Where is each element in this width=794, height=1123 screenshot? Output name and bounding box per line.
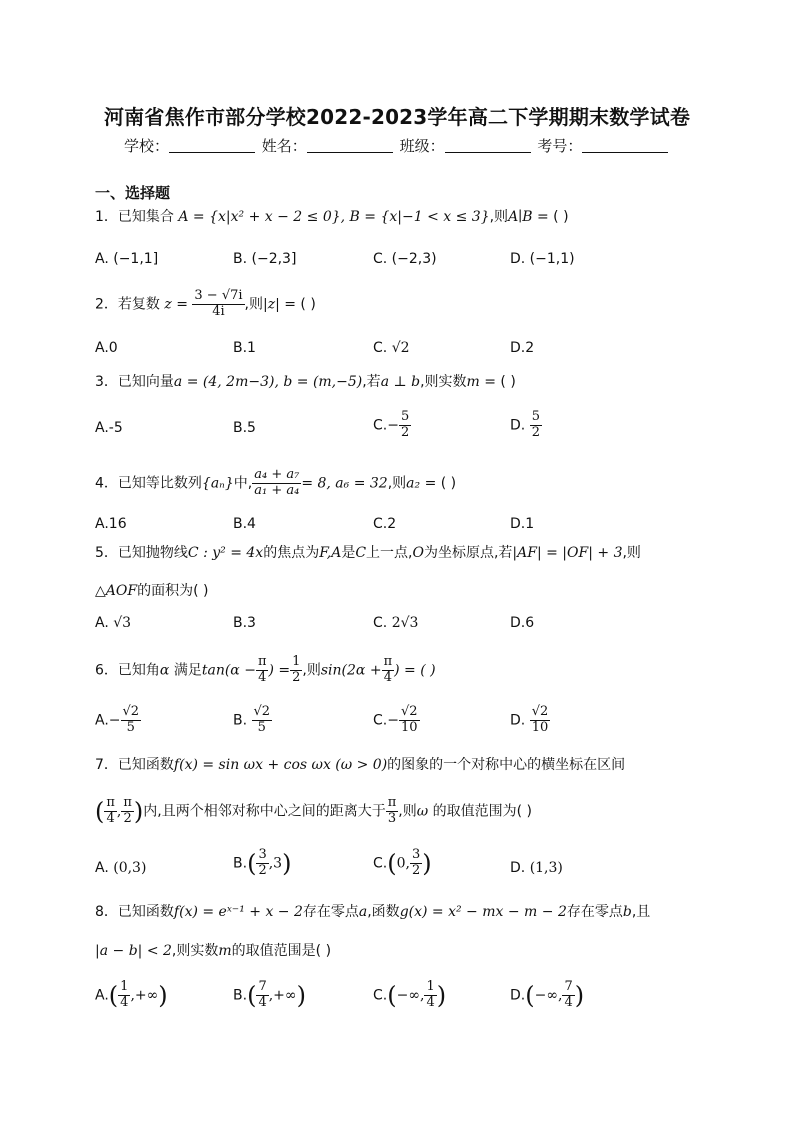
q1-option-c[interactable]: C. (−2,3)	[373, 251, 437, 267]
question-8-line2: |a − b| < 2,则实数m的取值范围是( )	[95, 943, 332, 959]
q1-option-a[interactable]: A. (−1,1]	[95, 251, 159, 267]
question-4: 4．已知等比数列{aₙ}中, $\frac{\text{a₄ + a₇}}{\text{a₁ + a₄}}$ = 8, a₆ = 32,则a₂ = ( )	[95, 467, 457, 498]
q6-option-b[interactable]: B. $\frac{√2}{5}$	[233, 704, 271, 735]
question-1: 1．已知集合 A = {x|x² + x − 2 ≤ 0}, B = {x|−1 < x ≤ 3},则A∣B = ( )	[95, 209, 569, 225]
q2-fraction: $\frac{3 - √7i}{4i}$	[194, 288, 243, 319]
q4-option-a[interactable]: A.16	[95, 516, 127, 532]
school-blank[interactable]	[169, 138, 255, 153]
question-2: 2．若复数 z = $\frac{3 - √7i}{4i}$ ,则|z| = ( )	[95, 288, 316, 319]
q4-option-c[interactable]: C.2	[373, 516, 397, 532]
q7-option-a[interactable]: A. (0,3)	[95, 860, 147, 876]
q4-option-b[interactable]: B.4	[233, 516, 256, 532]
q5-option-c[interactable]: C. 2√3	[373, 615, 419, 631]
q3-option-b[interactable]: B.5	[233, 420, 256, 436]
question-6: 6．已知角α 满足tan(α − $\frac{\pi}{4}$ ) = $\frac{1}{2}$ ,则sin(2α + $\frac{\pi}{4}$ ) = ( )	[95, 654, 436, 685]
q7-option-d[interactable]: D. (1,3)	[510, 860, 563, 876]
class-blank[interactable]	[445, 138, 531, 153]
question-7-line2: ( $\frac{\pi}{4}$ , $\frac{\pi}{2}$ )内,且两个相邻对称中心之间的距离大于 $\frac{\pi}{3}$ ,则ω 的取值范围为( )	[95, 795, 532, 826]
student-info-line	[124, 135, 670, 156]
q3-option-a[interactable]: A.-5	[95, 420, 123, 436]
q4-option-d[interactable]: D.1	[510, 516, 535, 532]
q8-option-a[interactable]: A.( $\frac{1}{4}$ ,+∞)	[95, 979, 168, 1010]
school-label: 学校：	[124, 137, 170, 155]
q5-option-d[interactable]: D.6	[510, 615, 535, 631]
q2-option-b[interactable]: B.1	[233, 340, 256, 356]
q5-option-b[interactable]: B.3	[233, 615, 256, 631]
name-blank[interactable]	[307, 138, 393, 153]
q7-option-b[interactable]: B.( $\frac{3}{2}$ ,3)	[233, 847, 292, 878]
q8-option-b[interactable]: B.( $\frac{7}{4}$ ,+∞)	[233, 979, 306, 1010]
q5-option-a[interactable]: A. √3	[95, 615, 132, 631]
question-8: 8．已知函数f(x) = eˣ⁻¹ + x − 2存在零点a,函数g(x) = x² − mx − m − 2存在零点b,且	[95, 904, 651, 920]
q8-option-c[interactable]: C.(−∞, $\frac{1}{4}$ )	[373, 979, 447, 1010]
q6-option-a[interactable]: A.− $\frac{√2}{5}$	[95, 704, 140, 735]
question-3: 3．已知向量a = (4, 2m−3), b = (m,−5),若a ⊥ b,则实数m = ( )	[95, 374, 516, 390]
class-label: 班级：	[399, 137, 445, 155]
q8-option-d[interactable]: D.(−∞, $\frac{7}{4}$ )	[510, 979, 585, 1010]
question-5-line2: △AOF的面积为( )	[95, 583, 209, 599]
q6-option-d[interactable]: D. $\frac{√2}{10}$	[510, 704, 549, 735]
page-title: 河南省焦作市部分学校2022-2023学年高二下学期期末数学试卷	[103, 105, 691, 129]
q3-option-c[interactable]: C.− $\frac{5}{2}$	[373, 409, 410, 440]
question-5: 5．已知抛物线C : y² = 4x的焦点为F,A是C上一点,O为坐标原点,若|AF| = |OF| + 3,则	[95, 545, 641, 561]
q1-option-b[interactable]: B. (−2,3]	[233, 251, 297, 267]
question-7: 7．已知函数f(x) = sin ωx + cos ωx (ω > 0)的图象的一个对称中心的横坐标在区间	[95, 757, 626, 773]
q7-option-c[interactable]: C.(0, $\frac{3}{2}$ )	[373, 847, 432, 878]
q1-option-d[interactable]: D. (−1,1)	[510, 251, 575, 267]
q6-option-c[interactable]: C.− $\frac{√2}{10}$	[373, 704, 418, 735]
q3-option-d[interactable]: D. $\frac{5}{2}$	[510, 409, 540, 440]
q2-option-a[interactable]: A.0	[95, 340, 118, 356]
q2-option-d[interactable]: D.2	[510, 340, 535, 356]
name-label: 姓名：	[261, 137, 307, 155]
number-blank[interactable]	[582, 138, 668, 153]
number-label: 考号：	[537, 137, 583, 155]
section-heading: 一、选择题	[95, 184, 171, 202]
q2-option-c[interactable]: C. √2	[373, 340, 410, 356]
